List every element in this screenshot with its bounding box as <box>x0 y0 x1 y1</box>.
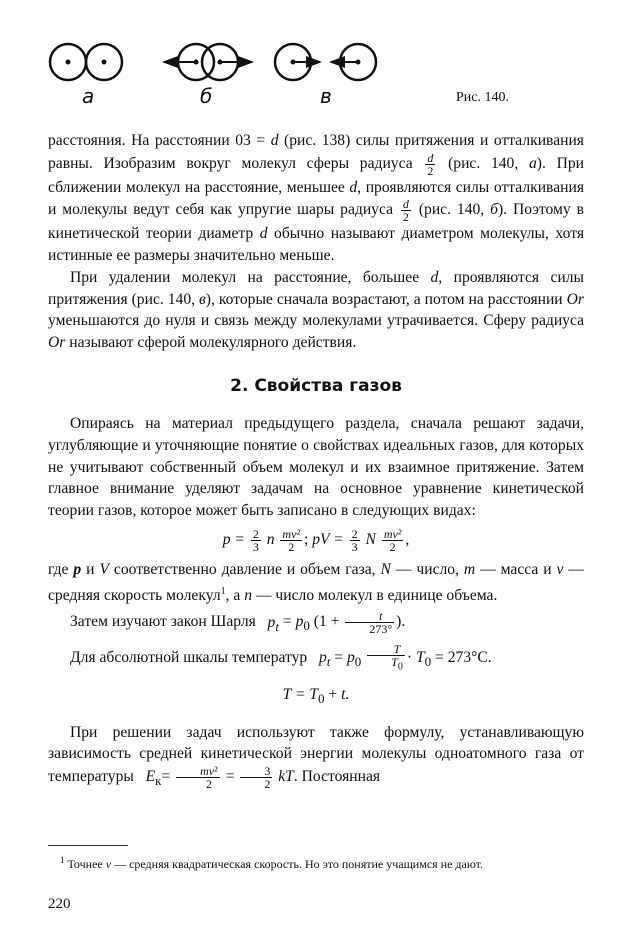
temperature-equation: $T = T_0 + t$. <box>282 685 350 706</box>
molecules-c <box>275 44 376 80</box>
paragraph-2: При удалении молекул на расстояние, большее d, проявляются силы притяжения (рис. 140, в), которые сначала возрастают, а потом на расстоянии Or уменьшаются до нуля и связь между молекулами утрачивается. Сферу радиуса Or называют сферой молекулярного действия. <box>48 268 584 351</box>
paragraph-3: Опираясь на материал предыдущего раздела, сначала решают задачи, углубляющие и уточняющие понятие о свойствах идеальных газов, для которых не учитывают собственный объем молекул и их взаимное притяжение. Затем главное внимание уделяют задачам на основное уравнение кинетической теории газов, которое может быть записано в следующих видах: <box>48 415 584 520</box>
paragraph-7: При решении задач используют также формулу, устанавливающую зависимость средней кинетической энергии молекулы одноатомного газа от температуры $E_к=$ $\frac{\text{mv²}}{2}$ = $\frac{3}{2}$ kT. Постоянная <box>48 723 584 791</box>
paragraph-1: расстояния. На расстоянии 03 = d (рис. 138) силы притяжения и отталкивания равны. Изобразим вокруг молекул сферы радиуса $\frac{d}{2}$ (рис. 140, а). При сближении молекул на расстояние, меньшее d, проявляются силы отталкивания и молекулы ведут себя как упругие шары радиуса $\frac{d}{2}$ (рис. 140, б). Поэтому в кинетической теории диаметр d обычно называют диаметром молекулы, хотя истинные ее размеры значительно меньше. <box>48 132 585 265</box>
paragraph-4: где p и V соответственно давление и объем газа, N — число, m — масса и v — средняя скорость молекул$^1$, а n — число молекул в единице объема. <box>48 560 584 604</box>
molecules-b <box>164 44 252 80</box>
footnote: $^1$ Точнее v — средняя квадратическая скорость. Но это понятие учащимся не дают. <box>60 855 483 871</box>
footnote-divider <box>48 845 128 846</box>
figure-label-a: а <box>82 84 95 108</box>
figure-140 <box>48 32 584 112</box>
kinetic-theory-equation: p = $\frac{2}{3}$ n $\frac{\text{mv²}}{2}$ ; pV = $\frac{2}{3}$ N $\frac{\text{mv²}}{2}$ , <box>222 526 410 554</box>
figure-caption: Рис. 140. <box>456 90 509 105</box>
page-number: 220 <box>48 896 71 912</box>
figure-label-c: в <box>320 84 332 108</box>
molecules-diagram <box>48 38 448 88</box>
fraction-d-over-2: $\frac{d}{2}$ <box>427 150 434 178</box>
body-text <box>48 130 584 792</box>
molecules-a <box>50 44 122 80</box>
footnote-ref: 1 <box>220 585 226 597</box>
figure-label-b: б <box>200 84 213 108</box>
paragraph-5: Затем изучают закон Шарля $p_t = p_0$ (1 + $\frac{t}{273^\circ}$ ). <box>70 609 406 637</box>
section-heading: 2. Свойства газов <box>230 375 402 396</box>
paragraph-6: Для абсолютной шкалы температур $p_t = p_0$ $\frac{T}{T_0}$ · $T_0 = 273^\circ С$. <box>70 642 492 673</box>
fraction-d-over-2: $\frac{d}{2}$ <box>402 197 409 225</box>
